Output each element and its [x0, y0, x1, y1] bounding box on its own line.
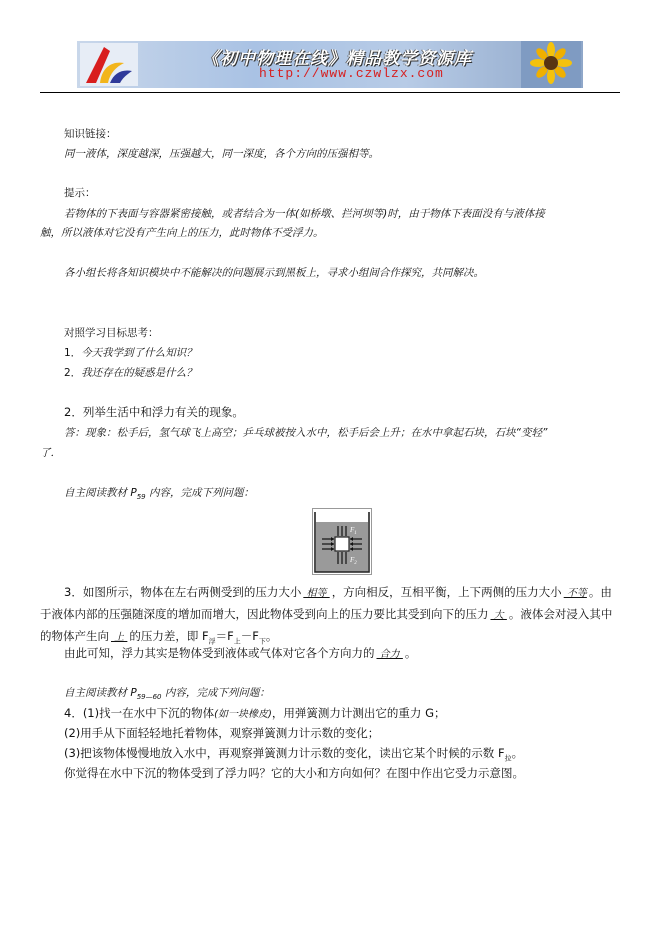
item-4-step-3: (3)把该物体慢慢地放入水中，再观察弹簧测力计示数的变化，读出它某个时候的示数 $F_拉$。	[64, 746, 524, 763]
reading-prompt-1: 自主阅读教材 $P_{59}$ 内容，完成下列问题：	[64, 487, 254, 502]
sunflower-icon	[521, 41, 581, 88]
force-label-bottom: $F_2$	[350, 556, 357, 566]
answer-blank-3[interactable]: 大	[490, 610, 507, 621]
header-divider	[40, 92, 620, 93]
item-3-conclusion: 由此可知，浮力其实是物体受到液体或气体对它各个方向力的 合力 。	[64, 646, 417, 660]
force-label-top: $F_1$	[350, 526, 357, 536]
banner-title: 《初中物理在线》精品教学资源库	[202, 49, 472, 69]
reflect-question-1: 1．今天我学到了什么知识？	[64, 347, 197, 359]
hint-heading: 提示：	[64, 187, 96, 199]
hint-line-1: 若物体的下表面与容器紧密接触，或者结合为一体(如桥墩、拦河坝等)时，由于物体下表面没有与液体接	[64, 208, 545, 220]
item-2-answer-2: 了．	[40, 447, 61, 459]
hint-line-2: 触，所以液体对它没有产生向上的压力，此时物体不受浮力。	[40, 227, 324, 239]
answer-blank-4[interactable]: 上	[111, 632, 128, 643]
site-logo-icon	[80, 43, 138, 86]
answer-blank-5[interactable]: 合力	[376, 649, 403, 660]
item-3-paragraph: 3．如图所示，物体在左右两侧受到的压力大小 相等 ，方向相反，互相平衡，上下两侧的压力大小 不等 。由于液体内部的压强随深度的增加而增大，因此物体受到向上的压力要比其受到向下的压力 大 。液体会对浸入其中的物体产生向 上 的压力差，即 $F_浮=F_上-F_下$。	[40, 585, 613, 646]
item-2-answer-1: 答：现象：松手后，氢气球飞上高空；乒乓球被按入水中，松手后会上升；在水中拿起石块，石块“变轻”	[64, 427, 548, 439]
banner-url[interactable]: http://www.czwlzx.com	[259, 66, 444, 81]
answer-blank-2[interactable]: 不等	[563, 588, 587, 599]
reflect-heading: 对照学习目标思考：	[64, 327, 159, 339]
item-4-step-1: 4．(1)找一在水中下沉的物体(如一块橡皮)，用弹簧测力计测出它的重力 G；	[64, 706, 446, 720]
knowledge-text: 同一液体，深度越深，压强越大，同一深度，各个方向的压强相等。	[64, 148, 379, 160]
reflect-question-2: 2．我还存在的疑惑是什么？	[64, 367, 197, 379]
answer-blank-1[interactable]: 相等	[303, 588, 330, 599]
item-4-step-2: (2)用手从下面轻轻地托着物体，观察弹簧测力计示数的变化；	[64, 726, 380, 740]
reading-prompt-2: 自主阅读教材 $P_{59—60}$ 内容，完成下列问题：	[64, 687, 270, 702]
knowledge-heading: 知识链接：	[64, 128, 117, 140]
item-2-title: 2．列举生活中和浮力有关的现象。	[64, 405, 244, 419]
header-banner	[77, 41, 583, 88]
item-4-question: 你觉得在水中下沉的物体受到了浮力吗？它的大小和方向如何？在图中作出它受力示意图。	[64, 766, 524, 780]
pressure-diagram	[312, 508, 372, 575]
group-note: 各小组长将各知识模块中不能解决的问题展示到黑板上，寻求小组间合作探究，共同解决。	[64, 267, 484, 279]
